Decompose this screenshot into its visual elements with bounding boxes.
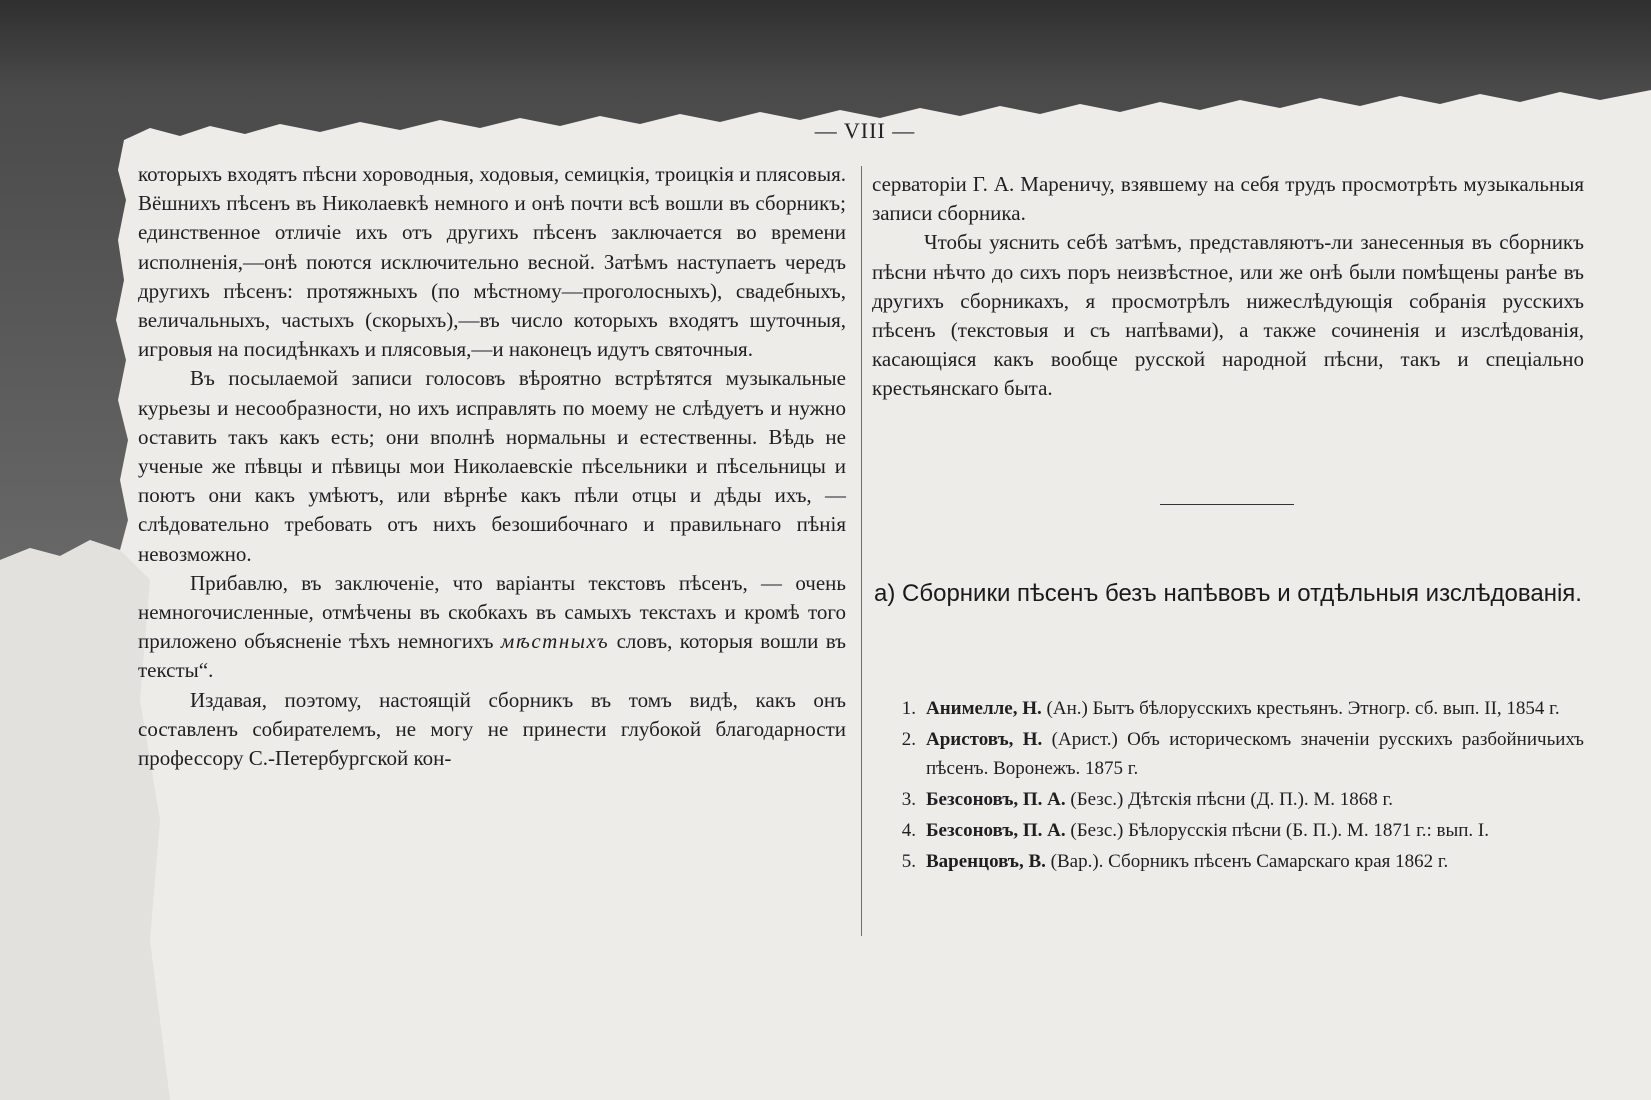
bibliography-item	[880, 694, 1584, 723]
bibliography-item	[880, 725, 1584, 783]
left-paragraph-2: Въ посылаемой записи голосовъ вѣроятно встрѣтятся музыкальные курьезы и несообразности, но ихъ исправлять по моему не слѣдуетъ и нужно оставить такъ какъ есть; они вполнѣ нормальны и естественны. Вѣдь не ученые же пѣвцы и пѣвицы мои Николаевскіе пѣсельники и пѣсельницы и поютъ они какъ умѣютъ, или вѣрнѣе какъ пѣли отцы и дѣды ихъ, — слѣдовательно требовать отъ нихъ безошибочнаго и правильнаго пѣнія невозможно.	[138, 366, 846, 566]
bibliography-title: (Безс.) Дѣтскія пѣсни (Д. П.). М. 1868 г.	[1070, 789, 1393, 810]
left-paragraph-4: Издавая, поэтому, настоящій сборникъ въ томъ видѣ, какъ онъ составленъ собирателемъ, не могу не принести глубокой благодарности профессору С.-Петербургской кон-	[138, 687, 846, 771]
emphasized-word: мѣстныхъ	[500, 629, 610, 654]
bibliography-list	[880, 694, 1584, 878]
bibliography-number: 1.	[901, 698, 916, 719]
bibliography-title: (Арист.) Объ историческомъ значеніи русскихъ разбойничьихъ пѣсенъ. Воронежъ. 1875 г.	[926, 729, 1584, 779]
bibliography-number: 3.	[901, 789, 916, 810]
bibliography-item	[880, 816, 1584, 845]
section-heading: а) Сборники пѣсенъ безъ напѣвовъ и отдѣльныя изслѣдованія.	[874, 580, 1582, 607]
bibliography-number: 2.	[901, 729, 916, 750]
right-paragraph-2: Чтобы уяснить себѣ затѣмъ, представляютъ-ли занесенныя въ сборникъ пѣсни нѣчто до сихъ поръ неизвѣстное, или же онѣ были помѣщены ранѣе въ другихъ сборникахъ, я просмотрѣлъ нижеслѣдующія собранія русскихъ пѣсенъ (текстовыя и съ напѣвами), а также сочиненія и изслѣдованія, касающіяся какъ вообще русской народной пѣсни, такъ и спеціально крестьянскаго быта.	[872, 230, 1584, 401]
bibliography-author: Аристовъ, Н.	[926, 729, 1043, 750]
right-paragraph-1: серваторіи Г. А. Мареничу, взявшему на себя трудъ просмотрѣть музыкальныя записи сборника.	[872, 172, 1584, 226]
bibliography-title: (Вар.). Сборникъ пѣсенъ Самарскаго края 1862 г.	[1050, 851, 1449, 872]
bibliography-author: Безсоновъ, П. А.	[926, 820, 1066, 841]
left-paragraph-3-start: Прибавлю, въ заключеніе, что варіанты текстовъ пѣсенъ, — очень немногочисленные, отмѣчены въ скобкахъ въ самыхъ текстахъ и кромѣ того приложено объясненіе тѣхъ немногихъ	[138, 570, 846, 654]
bibliography-item	[880, 785, 1584, 814]
bibliography-number: 5.	[901, 851, 916, 872]
page-number: — VIII —	[814, 118, 916, 143]
bibliography-title: (Ан.) Бытъ бѣлорусскихъ крестьянъ. Этногр. сб. вып. II, 1854 г.	[1046, 698, 1560, 719]
bibliography-author: Безсоновъ, П. А.	[926, 789, 1066, 810]
left-paragraph-3	[138, 569, 846, 686]
bibliography-number: 4.	[901, 820, 916, 841]
column-divider	[861, 166, 862, 936]
bibliography-author: Варенцовъ, В.	[926, 851, 1046, 872]
section-separator	[1160, 504, 1294, 505]
left-paragraph-1: которыхъ входятъ пѣсни хороводныя, ходовыя, семицкія, троицкія и плясовыя. Вёшнихъ пѣсенъ въ Николаевкѣ немного и онѣ почти всѣ вошли въ сборникъ; единственное отличіе ихъ отъ другихъ пѣсенъ заключается во времени исполненія,—онѣ поются исключительно весной. Затѣмъ наступаетъ чередъ другихъ пѣсенъ: протяжныхъ (по мѣстному—проголосныхъ), свадебныхъ, величальныхъ, частыхъ (скорыхъ),—въ число которыхъ входятъ шуточныя, игровыя на посидѣнкахъ и плясовыя,—и наконецъ идутъ святочныя.	[138, 162, 846, 362]
left-paragraph-3-end: словъ, которыя вошли въ тексты“.	[138, 629, 846, 683]
bibliography-author: Анимелле, Н.	[926, 698, 1042, 719]
bibliography-item	[880, 847, 1584, 876]
right-column	[872, 170, 1584, 404]
bibliography-title: (Безс.) Бѣлорусскія пѣсни (Б. П.). М. 1871 г.: вып. I.	[1070, 820, 1489, 841]
left-column	[138, 160, 846, 773]
